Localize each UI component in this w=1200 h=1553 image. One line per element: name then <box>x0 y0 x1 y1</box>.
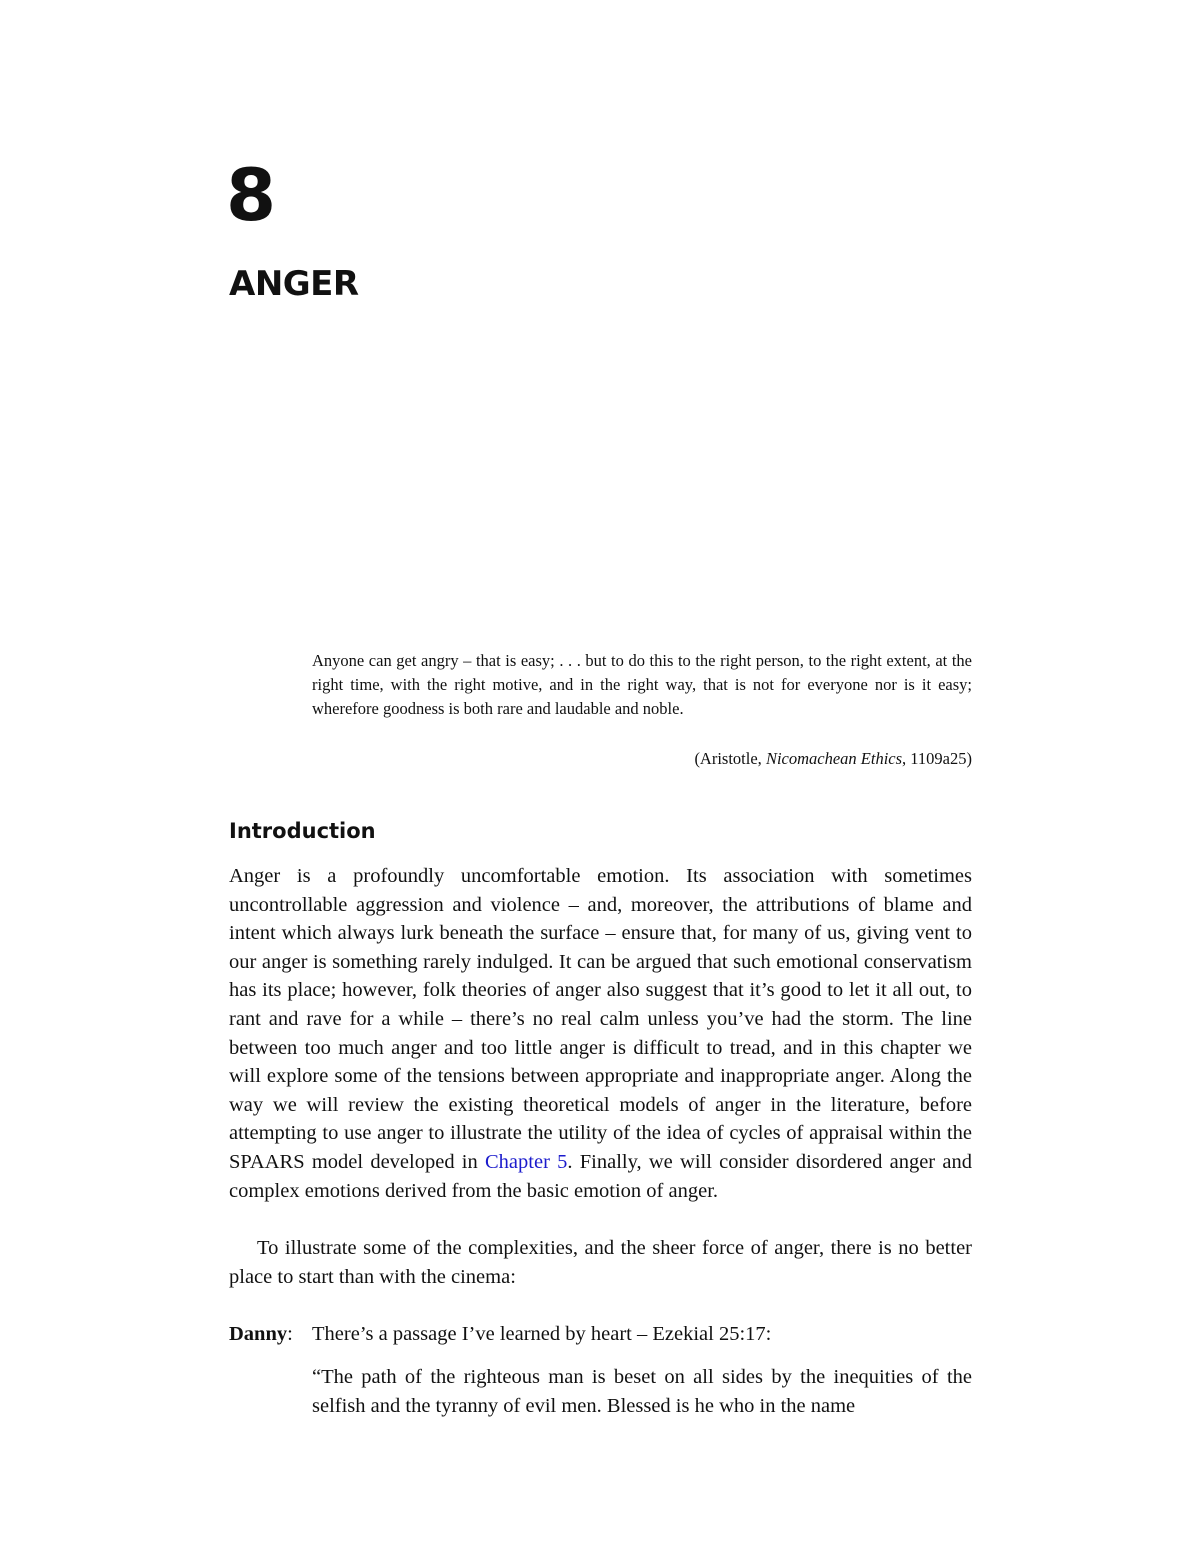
scripture-quote: “The path of the righteous man is beset on all sides by the inequities of the selfish and the tyranny of evil men. Blessed is he who in the name <box>312 1366 972 1417</box>
speaker-name <box>229 1320 293 1349</box>
paragraph-text-end: . Finally, we will consider disordered anger and complex emotions derived from the basic emotion of anger. <box>229 1150 972 1202</box>
epigraph-source-work: Nicomachean Ethics <box>765 749 903 768</box>
introduction-paragraph-1 <box>229 862 972 1205</box>
speech-text: There’s a passage I’ve learned by heart – Ezekial 25:17: <box>312 1323 772 1345</box>
introduction-paragraph-2: To illustrate some of the complexities, and the sheer force of anger, there is no better place to start than with the cinema: <box>229 1237 972 1288</box>
epigraph-source-prefix: (Aristotle, <box>694 749 766 768</box>
epigraph-source <box>312 747 972 771</box>
chapter-title: ANGER <box>229 264 359 304</box>
paragraph-text: Anger is a profoundly uncomfortable emotion. Its association with sometimes uncontrollable aggression and violence – and, moreover, the attributions of blame and intent which always lurk beneath the surface – ensure that, for many of us, giving vent to our anger is something rarely indulged. It can be argued that such emotional conservatism has its place; however, folk theories of anger also suggest that it’s good to let it all out, to rant and rave for a while – there’s no real calm unless you’ve had the storm. The line between too much anger and too little anger is difficult to tread, and in this chapter we will explore some of the tensions between appropriate and inappropriate anger. Along the way we will review the existing theoretical models of anger in the literature, before attempting to use anger to illustrate the utility of the idea of cycles of appraisal within the SPAARS model developed in <box>229 865 972 1173</box>
chapter-5-link[interactable]: Chapter 5 <box>485 1150 568 1173</box>
chapter-number: 8 <box>226 153 277 237</box>
speaker-colon: : <box>287 1323 293 1345</box>
epigraph-source-suffix: , 1109a25) <box>902 749 972 768</box>
section-heading-introduction: Introduction <box>229 819 376 843</box>
epigraph-quote: Anyone can get angry – that is easy; . . . but to do this to the right person, to the right extent, at the right time, with the right motive, and in the right way, that is not for everyone nor is it easy; wherefore goodness is both rare and laudable and noble. <box>312 651 972 718</box>
speaker-label: Danny <box>229 1323 288 1345</box>
